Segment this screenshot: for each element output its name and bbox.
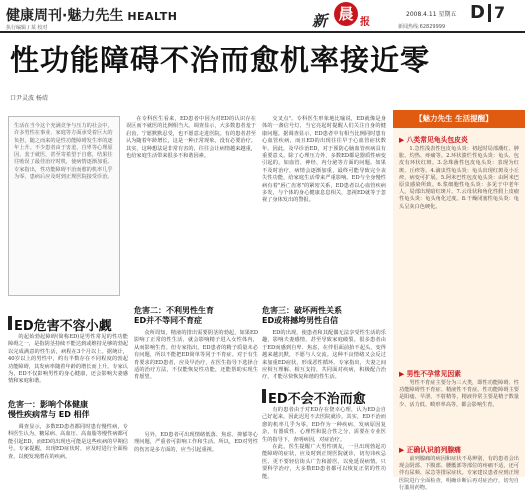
sidebar-sec2-para: 男性不育症主要分为三大类，即性功能障碍、性功能障碍性不育症、精液性不育症。性功能障碍主要是阳痿、早泄、不射精等，精液异常主要是精子数量少、活力低、畸形率高等，都会影响生育。 (399, 380, 519, 408)
byline: 口尹灵波 杨靖 (10, 95, 48, 102)
triangle-icon: ▶ (399, 446, 405, 454)
subhead-ed-harm: ED危害不容小觑 (14, 319, 112, 334)
newspaper-logo (312, 2, 392, 30)
section-title-cn: 健康周刊·魅力先生 (6, 8, 124, 24)
col3-para: ED的出现，使患者和其配偶无法享受性生活的乐趣，影响夫妻感情，甚至导致家庭破裂。很多患者由于ED而感到自卑、焦虑，在伴侣面前抬不起头，变得越来越沉默，不愿与人交流。这种不良情绪又会反过来加重ED症状，形成恶性循环。专家指出，夫妻之间应相互理解、相互支持，共同面对疾病，积极配合治疗，才能尽快恢复和谐的性生活。 (262, 330, 386, 381)
col2b-text (134, 330, 258, 430)
col3b-para: 有的患者由于对ED存在侥幸心理，认为ED会自己好起来，因此迟迟不去医院就诊。其实，ED不治而愈的机率几乎为零。ED作为一种疾病，发病原因复杂，有器质性、心理性和混合性之分，需要在专业医生的指导下，查明病因，对症治疗。 (262, 407, 386, 443)
sidebar-sec1-para: 1.急性浅表性包皮龟头炎：初起时局部潮红、肿胀、灼热、疼痛等。2.环状溃烂性龟头炎：龟头、包皮有环状红斑。3.念珠菌性包皮龟头炎：表现为红斑、丘疹等。4.滴虫性龟头炎：龟头出现红斑及小丘疹，病变可扩展。5.阿米巴性包皮龟头炎：由阿米巴原虫感染所致。6.浆细胞性龟头炎：多见于中老年人，局部出现暗红斑片。7.云母状和角化性假上皮瘤性龟头炎：龟头角化过度。8.干燥闭塞性龟头炎：龟头呈灰白色硬化。 (399, 146, 519, 210)
page-divider-bar (488, 4, 491, 22)
col3c-text (262, 444, 386, 480)
sidebar-sec2-text (399, 380, 519, 440)
subhead-harm-three: 危害三：破坏两性关系 ED或将撼垮男性自信 (262, 306, 342, 325)
intro-box: 生活在当今这个充满竞争与压力的社会中，许多男性在事业、家庭等方面承受着巨大的负担，随之而来的是性功能障碍发生率的逐年上升。不少患者由于害羞、自卑等心理原因，羞于就医，甚至寄希望于自愈，结果往往贻误了最佳治疗时机，使病情逐渐加重。专家指出，性功能障碍不治而愈的机率几乎为零，患病后应及时到正规医院接受诊治。 (8, 116, 120, 296)
section-title (6, 5, 177, 25)
col2c-para: 另外，ED患者可出现情绪低落、焦虑、抑郁等心理问题，严重者可影响工作和生活。所以，ED对男性的伤害是多方面的，应当引起重视。 (134, 432, 258, 453)
subhead-no-self-cure: ED不会不治而愈 (268, 392, 366, 407)
col2c-text (134, 432, 258, 477)
sidebar-header-label: 【魅力先生 生活提醒】 (415, 114, 493, 123)
editors-credit: 执行编辑 / 某 校对 (6, 25, 48, 31)
col1c-text (8, 424, 128, 477)
sidebar-sec3-label: 正确认识前列腺痛 (406, 446, 461, 454)
sidebar-sec2-title (399, 368, 461, 378)
sub1-marker (8, 316, 12, 330)
col1c-para: 调查显示，多数ED患者都同时患有慢性病，专科医生认为，糖尿病、高血压、高血脂等慢性病都可能引起ED，而ED的出现也可能是这些疾病的早期信号。专家提醒，出现ED症状时，应及时进行全面检查，以便发现潜在的疾病。 (8, 424, 128, 460)
sidebar-sec1-title (399, 134, 468, 144)
masthead (0, 0, 525, 34)
logo-char-xin: 新 (312, 12, 328, 30)
col2-text (262, 116, 386, 306)
section-title-en: HEALTH (127, 10, 178, 23)
page-number (470, 2, 505, 23)
page-letter: D (470, 2, 485, 23)
logo-char-chen: 晨 (334, 2, 358, 26)
headline: 性功能障碍不治而愈机率接近零 (10, 43, 431, 77)
hotline: 新闻热线:62829999 (398, 24, 446, 30)
sidebar-sec3-title (399, 444, 461, 454)
issue-date: 2008.4.11 星期五 (406, 11, 457, 18)
sidebar-sec3-para: 前列腺痛的病因和症状不易辨别，有的患者会出现会阴部、下腹部、腰骶部等部位的疼痛不适，还可伴有尿频、尿急等排尿症状。专家建议患者应到正规医院进行全面检查，明确诊断后再对症治疗，切勿自行滥用药物。 (399, 456, 519, 491)
col3b-text (262, 407, 386, 443)
triangle-icon: ▶ (399, 136, 405, 144)
col2b-para: 众所周知，精液的排出需要阴茎的勃起，如果ED影响了正常的性生活，就会影响精子进入女性体内，从而影响生育。但专家指出，ED患者的精子质量未必有问题，所以不能把ED简单等同于不育症。对于有生育要求的ED患者，应及早治疗，在医生指导下选择合适的治疗方法，不仅能恢复性功能，还能帮助实现生育愿望。 (134, 330, 258, 381)
col3c-para: 在此，医生提醒广大男性朋友，一旦出现勃起功能障碍的症状，应及时到正规医院就诊，切勿讳疾忌医，更不要轻信街头广告和游医，以免延误病情。只要科学治疗，大多数ED患者都可以恢复正常的性功能。 (262, 444, 386, 480)
subhead-harm-one: 危害一：影响个体健康 慢性疾病常与 ED 相伴 (8, 400, 90, 419)
col1b-text (8, 334, 128, 396)
subhead-harm-two: 危害二：不利男性生育 ED并不等同不育症 (134, 306, 214, 325)
col2-para: 交叉点"。专科医生形象地比喻说，ED就像是身体的一盏信号灯，当它亮起时提醒人们关注自身的健康问题。据调查显示，ED患者中有相当比例同时患有心血管疾病，而且ED的出现往往早于心血管症状数年。因此，及早诊治ED，对于预防心脑血管疾病具有重要意义。除了心理压力外，多数ED都是器质性病变引起的，如血管、神经、内分泌等方面的问题。如果不及时治疗，病情会逐渐加重，最终可能导致完全丧失性功能，给家庭生活带来严重影响。ED与全身慢性病有着"唇亡齿寒"的紧密关系，ED患者以心血管疾病多发，与个体的身心健康息息相关，忽视ED就等于忽视了身体发出的警报。 (262, 116, 386, 204)
masthead-rule (0, 31, 525, 33)
page-num: 7 (493, 3, 506, 22)
sidebar-sec1-text (399, 146, 519, 362)
col3-text (262, 330, 386, 384)
sidebar-sec2-label: 男性不孕常见因素 (406, 370, 461, 378)
sidebar-sec3-text (399, 456, 519, 491)
sub5-marker (262, 389, 266, 403)
col1-text (126, 116, 256, 306)
sidebar-sec1-label: 八类常见龟头包皮炎 (406, 136, 468, 144)
col1b-para: 的起始勃起障碍(简称ED)是男性常见的性功能障碍之一，是指阴茎持续不能达到或维持足够的勃起以完成满意的性生活，病程在3个月以上。据统计，40岁以上的男性中，约有半数存在不同程度的勃起功能障碍，其发病率随着年龄的增长而上升。专家认为，ED不仅影响男性的身心健康，还会影响夫妻感情和家庭和谐。 (8, 334, 128, 385)
logo-char-bao: 报 (360, 17, 370, 28)
sidebar-header (393, 110, 525, 128)
triangle-icon: ▶ (399, 370, 405, 378)
health-tips-sidebar (393, 110, 525, 491)
col1-para: 在专科医生看来，ED患者中因为对ED的认识存在误区而不就医的比例相当大。调查显示，大多数患者羞于启齿，宁愿默默忍受，也不愿意走进医院。有的患者甚至认为随着年龄增长，这是一种正常现象，没有必要治疗。其实，这种想法是非常有害的，往往会让病情越来越重，也给家庭生活带来很多不和谐因素。 (126, 116, 256, 160)
